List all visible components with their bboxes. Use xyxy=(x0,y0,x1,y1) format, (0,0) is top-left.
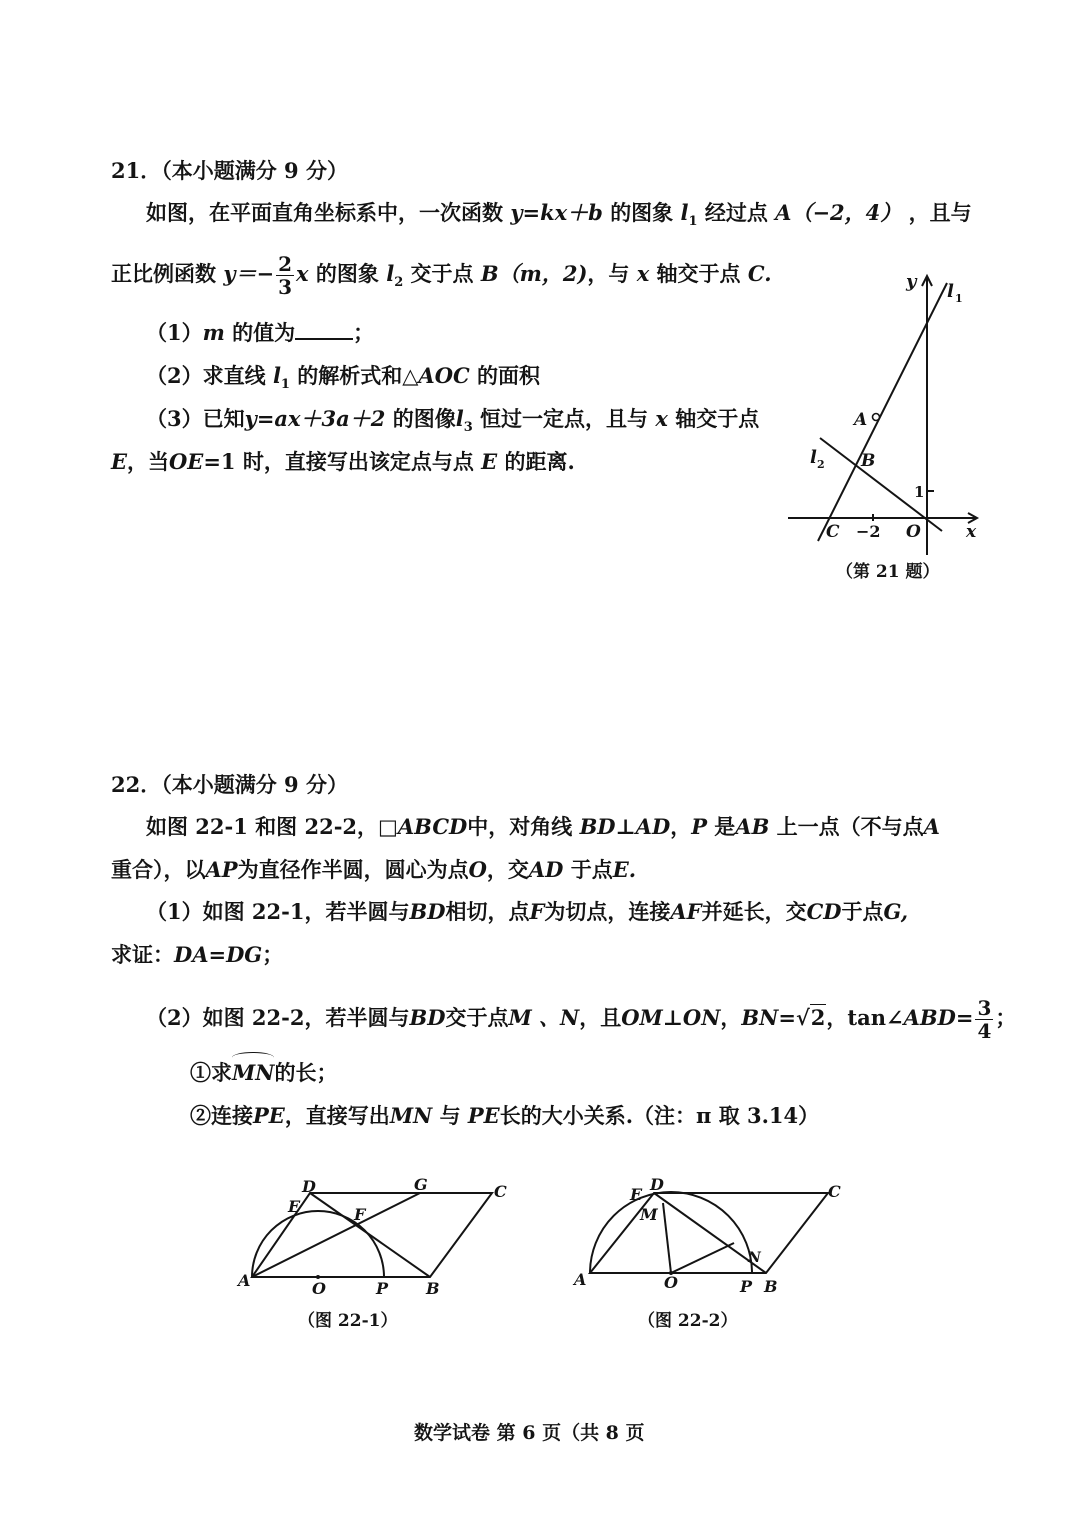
q21-sub2 xyxy=(146,361,540,400)
points-mn: M 、N xyxy=(508,1005,580,1030)
segment-om xyxy=(663,1203,671,1273)
point-a: A xyxy=(923,814,940,839)
text: ； xyxy=(262,942,284,967)
l1-subscript: 1 xyxy=(280,377,290,393)
label-b: B xyxy=(426,1279,440,1298)
bn-eq: BN= xyxy=(741,1005,796,1030)
frac-numerator: 3 xyxy=(977,996,992,1020)
label-neg2: −2 xyxy=(856,522,881,541)
segment-on xyxy=(671,1243,734,1273)
q22-sub1-line1 xyxy=(146,897,908,927)
point-p: P xyxy=(691,814,707,839)
fraction-3-4 xyxy=(975,997,993,1042)
segment-bd: BD xyxy=(409,1005,446,1030)
text: 于点 xyxy=(570,857,613,882)
label-a: A xyxy=(574,1270,587,1289)
label-b: B xyxy=(764,1277,778,1296)
parallelogram-abcd: □ABCD xyxy=(378,814,468,839)
q21-intro-line1 xyxy=(146,198,972,237)
q22-sub2 xyxy=(146,997,1016,1042)
figure-21 xyxy=(780,265,1000,565)
text: ，直接写出 xyxy=(284,1103,390,1128)
text: ，且 xyxy=(579,1005,622,1030)
l2-symbol: l xyxy=(386,261,395,286)
label-p: P xyxy=(376,1279,389,1298)
l1-subscript: 1 xyxy=(688,214,698,230)
text: 与 xyxy=(439,1103,461,1128)
q21-header-text: 21．（本小题满分 9 分） xyxy=(111,158,348,183)
l1-symbol: l xyxy=(680,200,689,225)
x-var: x xyxy=(636,261,650,286)
label-one: 1 xyxy=(914,483,925,501)
label-d: D xyxy=(650,1175,664,1194)
text: 的图象 xyxy=(315,261,379,286)
text: 的解析式和 xyxy=(297,363,403,388)
label-a: A xyxy=(854,410,868,430)
q21-sub1 xyxy=(146,318,374,348)
segment-af: AF xyxy=(670,899,702,924)
text: ，当 xyxy=(127,449,170,474)
l1-symbol: l xyxy=(272,363,281,388)
text: 是 xyxy=(714,814,736,839)
text: 交于点 xyxy=(445,1005,509,1030)
q21-intro-line2 xyxy=(111,253,772,298)
segment-pe: PE xyxy=(467,1103,500,1128)
q22-para-line1 xyxy=(146,812,940,842)
text: （1） xyxy=(146,320,203,345)
label-y: y xyxy=(906,271,917,292)
text: 的值为 xyxy=(232,320,296,345)
text: （1）如图 22-1，若半圆与 xyxy=(146,899,410,924)
angle-abd: ABD xyxy=(903,1005,956,1030)
text: 的图像 xyxy=(392,406,456,431)
label-l2: l xyxy=(810,447,817,468)
text: ， xyxy=(670,814,692,839)
label-l1-sub: 1 xyxy=(955,292,963,305)
text: 经过点 xyxy=(704,200,768,225)
text: ，tan∠ xyxy=(826,1005,904,1030)
label-m: M xyxy=(640,1205,658,1224)
point-e: E xyxy=(111,449,128,474)
figure-22-1-caption: （图 22-1） xyxy=(298,1311,398,1331)
text: 重合），以 xyxy=(111,857,206,882)
bd-perp-ad: BD⊥AD xyxy=(579,814,671,839)
label-g: G xyxy=(414,1175,428,1194)
text: 如图 22-1 和图 22-2， xyxy=(146,814,379,839)
label-d: D xyxy=(302,1177,316,1196)
func-l3: y=ax＋3a＋2 xyxy=(244,406,386,431)
text: （2）如图 22-2，若半圆与 xyxy=(146,1005,410,1030)
point-e: E. xyxy=(612,857,637,882)
text: 并延长，交 xyxy=(701,899,807,924)
text: 轴交于点 xyxy=(675,406,760,431)
answer-blank xyxy=(295,320,353,340)
segment-pe: PE xyxy=(253,1103,285,1128)
label-e: E xyxy=(288,1197,301,1216)
label-o: O xyxy=(312,1279,326,1298)
oe: OE xyxy=(169,449,204,474)
label-p: P xyxy=(740,1277,753,1296)
text: 如图，在平面直角坐标系中，一次函数 xyxy=(146,200,503,225)
point-g: G, xyxy=(883,899,909,924)
triangle-aoc: △AOC xyxy=(402,363,470,388)
func-l2-x: x xyxy=(296,261,309,286)
point-a: A（−2，4） xyxy=(775,200,902,225)
text: （2）求直线 xyxy=(146,363,266,388)
q22-header-text: 22．（本小题满分 9 分） xyxy=(111,772,348,797)
func-l2-y: y＝− xyxy=(223,261,275,286)
point-o: O xyxy=(468,857,487,882)
line-ag xyxy=(252,1193,420,1277)
point-f: F xyxy=(529,899,545,924)
text: ，交 xyxy=(486,857,529,882)
text: ，与 xyxy=(587,261,630,286)
label-b: B xyxy=(861,451,876,471)
sqrt-sign: √ xyxy=(795,1005,810,1030)
frac-numerator: 2 xyxy=(278,252,293,276)
equation-da-dg: DA=DG xyxy=(174,942,263,967)
label-n: N xyxy=(748,1250,761,1266)
text: 为直径作半圆，圆心为点 xyxy=(237,857,469,882)
text: ，且与 xyxy=(908,200,972,225)
func-l1: y=kx＋b xyxy=(510,200,603,225)
l2-subscript: 2 xyxy=(394,275,404,291)
q21-header xyxy=(111,156,348,186)
frac-denominator: 4 xyxy=(977,1019,992,1043)
label-c: C xyxy=(826,522,840,542)
label-l1: l xyxy=(947,281,954,302)
l3-symbol: l xyxy=(455,406,464,431)
text: =1 时，直接写出该定点与点 xyxy=(203,449,474,474)
page-footer: 数学试卷 第 6 页（共 8 页 xyxy=(414,1422,645,1444)
text: 的长； xyxy=(274,1060,338,1085)
q22-sub2-c2 xyxy=(190,1101,819,1131)
label-l2-sub: 2 xyxy=(817,458,825,471)
label-c: C xyxy=(828,1182,841,1201)
q22-header xyxy=(111,770,348,800)
q22-para-line2 xyxy=(111,855,636,885)
q22-sub2-c1 xyxy=(190,1058,337,1088)
text: 轴交于点 xyxy=(656,261,741,286)
text: ； xyxy=(353,320,375,345)
text: 的距离. xyxy=(504,449,575,474)
label-c: C xyxy=(494,1182,507,1201)
fraction-2-3 xyxy=(276,253,294,298)
segment-mn: MN xyxy=(389,1103,433,1128)
text: ， xyxy=(720,1005,742,1030)
point-a-dot xyxy=(873,414,880,421)
segment-ad: AD xyxy=(528,857,564,882)
text: 为切点，连接 xyxy=(544,899,671,924)
label-o: O xyxy=(906,522,921,542)
segment-ap: AP xyxy=(205,857,238,882)
m-var: m xyxy=(202,320,225,345)
om-perp-on: OM⊥ON xyxy=(621,1005,721,1030)
label-x: x xyxy=(966,522,977,542)
l3-subscript: 3 xyxy=(463,420,473,436)
q21-sub3-line2 xyxy=(111,447,575,477)
figure-21-caption: （第 21 题） xyxy=(836,562,940,582)
text: 相切，点 xyxy=(445,899,530,924)
q21-sub3-line1 xyxy=(146,404,759,443)
label-f: F xyxy=(354,1205,366,1224)
text: 求证： xyxy=(111,942,174,967)
q22-sub1-line2 xyxy=(111,940,283,970)
text: 交于点 xyxy=(410,261,474,286)
text: 中，对角线 xyxy=(467,814,573,839)
text: 的图象 xyxy=(610,200,674,225)
segment-ab: AB xyxy=(735,814,770,839)
x-var: x xyxy=(655,406,668,431)
frac-denominator: 3 xyxy=(278,275,293,299)
point-e: E xyxy=(481,449,498,474)
label-o: O xyxy=(664,1273,678,1292)
text: （3）已知 xyxy=(146,406,245,431)
text: ①求 xyxy=(190,1060,232,1085)
text: 上一点（不与点 xyxy=(776,814,924,839)
arc-mn: MN xyxy=(232,1058,274,1088)
text: 正比例函数 xyxy=(111,261,216,286)
point-b: B（m，2) xyxy=(480,261,588,286)
figure-22-2 xyxy=(568,1170,858,1300)
text: 长的大小关系.（注：π 取 3.14） xyxy=(499,1103,820,1128)
text: = xyxy=(955,1005,974,1030)
text: 的面积 xyxy=(477,363,541,388)
figure-22-1 xyxy=(230,1170,530,1300)
text: ②连接 xyxy=(190,1103,253,1128)
segment-bd: BD xyxy=(409,899,446,924)
label-e: E xyxy=(630,1185,643,1204)
text: 恒过一定点，且与 xyxy=(480,406,649,431)
label-a: A xyxy=(238,1271,251,1290)
text: 于点 xyxy=(841,899,884,924)
sqrt-radicand: 2 xyxy=(810,1005,826,1030)
point-c: C. xyxy=(747,261,772,286)
segment-cd: CD xyxy=(806,899,842,924)
figure-22-2-caption: （图 22-2） xyxy=(638,1311,738,1331)
text: ； xyxy=(995,1005,1017,1030)
